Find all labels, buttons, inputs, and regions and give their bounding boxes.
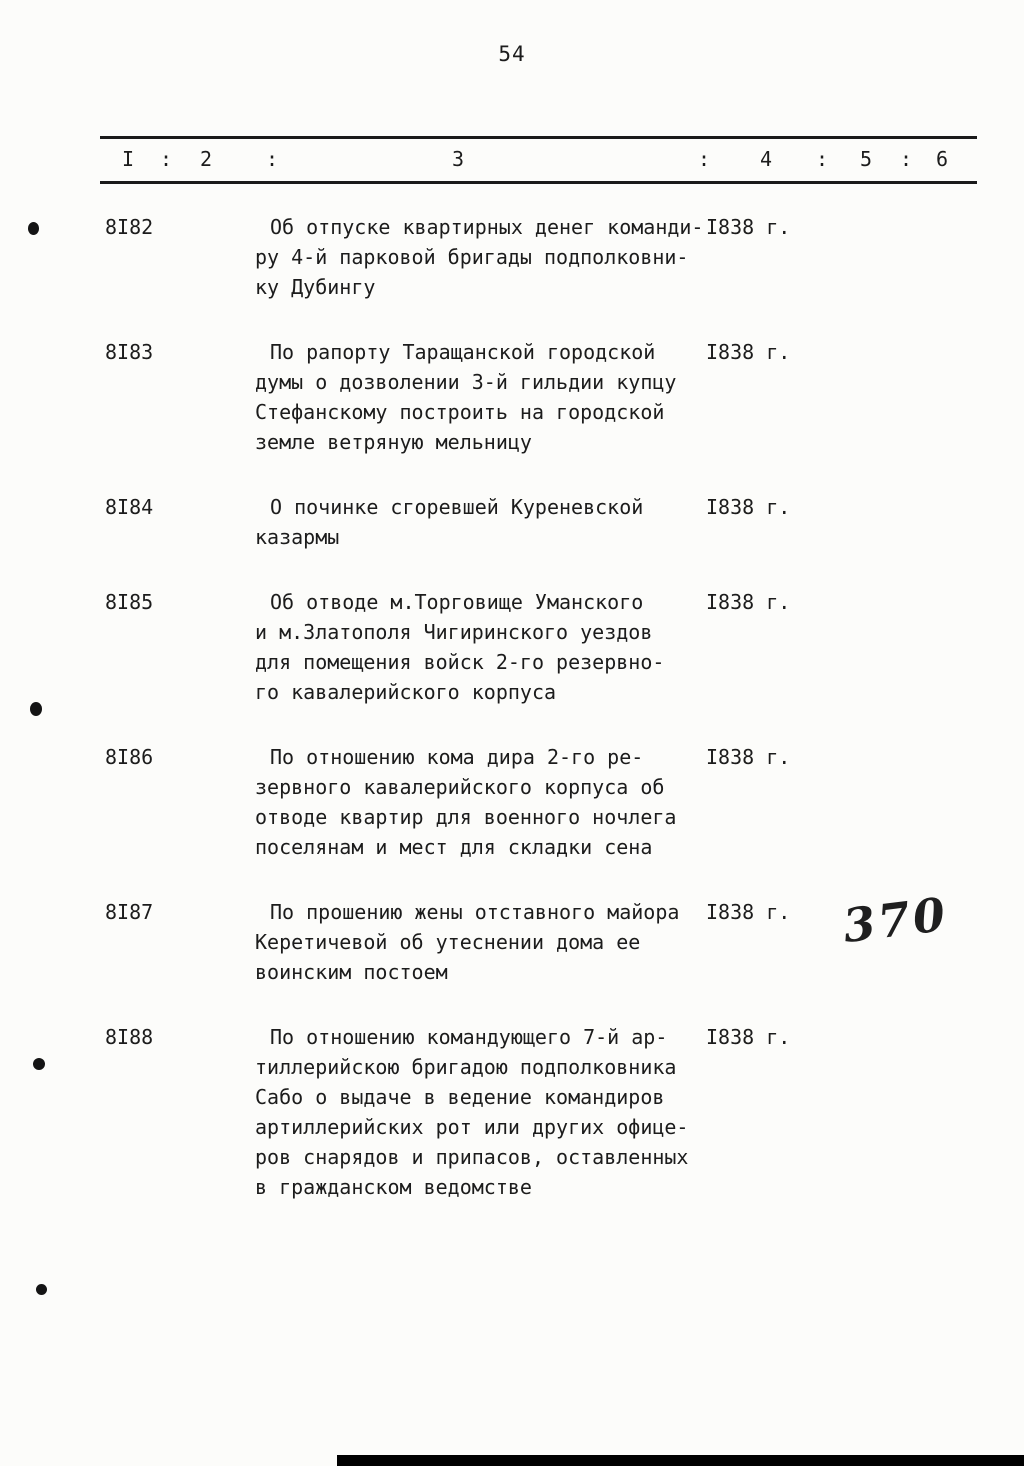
ink-dot (28, 222, 39, 235)
description-line: думы о дозволении 3-й гильдии купцу (255, 370, 677, 394)
table-row (0, 1022, 1024, 1202)
description-line: зервного кавалерийского корпуса об (255, 775, 665, 799)
table-row (0, 492, 1024, 552)
table-row (0, 587, 1024, 707)
entry-year: I838 г. (706, 495, 791, 519)
entry-description (255, 212, 710, 302)
entry-description (255, 587, 710, 707)
description-line: воинским постоем (255, 960, 448, 984)
entry-year: I838 г. (706, 1025, 791, 1049)
description-line: Об отпуске квартирных денег команди- (270, 215, 704, 239)
entry-year: I838 г. (706, 590, 791, 614)
page-number: 54 (498, 42, 526, 66)
entries-list (0, 212, 1024, 1237)
entry-description (255, 492, 710, 552)
description-line: ку Дубингу (255, 275, 376, 299)
description-line: Керетичевой об утеснении дома ее (255, 930, 641, 954)
description-line: О починке сгоревшей Куреневской (270, 495, 644, 519)
ink-dot (36, 1284, 47, 1295)
table-row (0, 212, 1024, 302)
column-header-6: 6 (936, 147, 949, 171)
entry-year: I838 г. (706, 900, 791, 924)
column-separator: : (160, 147, 173, 171)
description-line: Об отводе м.Торговище Уманского (270, 590, 644, 614)
entry-number: 8I83 (105, 340, 154, 364)
description-line: казармы (255, 525, 340, 549)
entry-description (255, 1022, 710, 1202)
handwritten-note: 370 (840, 886, 951, 954)
description-line: По прошению жены отставного майора (270, 900, 680, 924)
column-header-1: I (122, 147, 135, 171)
description-line: По отношению командующего 7-й ар- (270, 1025, 668, 1049)
entry-description (255, 742, 710, 862)
description-line: для помещения войск 2-го резервно- (255, 650, 665, 674)
entry-number: 8I82 (105, 215, 154, 239)
description-line: и м.Златополя Чигиринского уездов (255, 620, 653, 644)
scan-edge-artifact (337, 1455, 1024, 1466)
description-line: ру 4-й парковой бригады подполковни- (255, 245, 689, 269)
entry-year: I838 г. (706, 745, 791, 769)
ink-dot (30, 702, 42, 716)
column-header-3: 3 (452, 147, 465, 171)
description-line: отводе квартир для военного ночлега (255, 805, 677, 829)
column-separator: : (900, 147, 913, 171)
entry-number: 8I88 (105, 1025, 154, 1049)
column-header-2: 2 (200, 147, 213, 171)
description-line: По рапорту Таращанской городской (270, 340, 656, 364)
column-header-4: 4 (760, 147, 773, 171)
description-line: ров снарядов и припасов, оставленных (255, 1145, 689, 1169)
column-header-5: 5 (860, 147, 873, 171)
entry-description (255, 337, 710, 457)
column-separator: : (266, 147, 279, 171)
description-line: Стефанскому построить на городской (255, 400, 665, 424)
column-separator: : (816, 147, 829, 171)
description-line: тиллерийскою бригадою подполковника (255, 1055, 677, 1079)
entry-year: I838 г. (706, 215, 791, 239)
entry-number: 8I84 (105, 495, 154, 519)
column-separator: : (698, 147, 711, 171)
entry-number: 8I86 (105, 745, 154, 769)
ink-dot (33, 1058, 45, 1070)
entry-description (255, 897, 710, 987)
description-line: По отношению кома дира 2-го ре- (270, 745, 644, 769)
description-line: земле ветряную мельницу (255, 430, 532, 454)
description-line: го кавалерийского корпуса (255, 680, 557, 704)
description-line: поселянам и мест для складки сена (255, 835, 653, 859)
description-line: в гражданском ведомстве (255, 1175, 532, 1199)
entry-number: 8I87 (105, 900, 154, 924)
description-line: артиллерийских рот или других офице- (255, 1115, 689, 1139)
description-line: Сабо о выдаче в ведение командиров (255, 1085, 665, 1109)
entry-year: I838 г. (706, 340, 791, 364)
table-row (0, 337, 1024, 457)
table-header (100, 136, 977, 184)
table-row (0, 742, 1024, 862)
entry-number: 8I85 (105, 590, 154, 614)
